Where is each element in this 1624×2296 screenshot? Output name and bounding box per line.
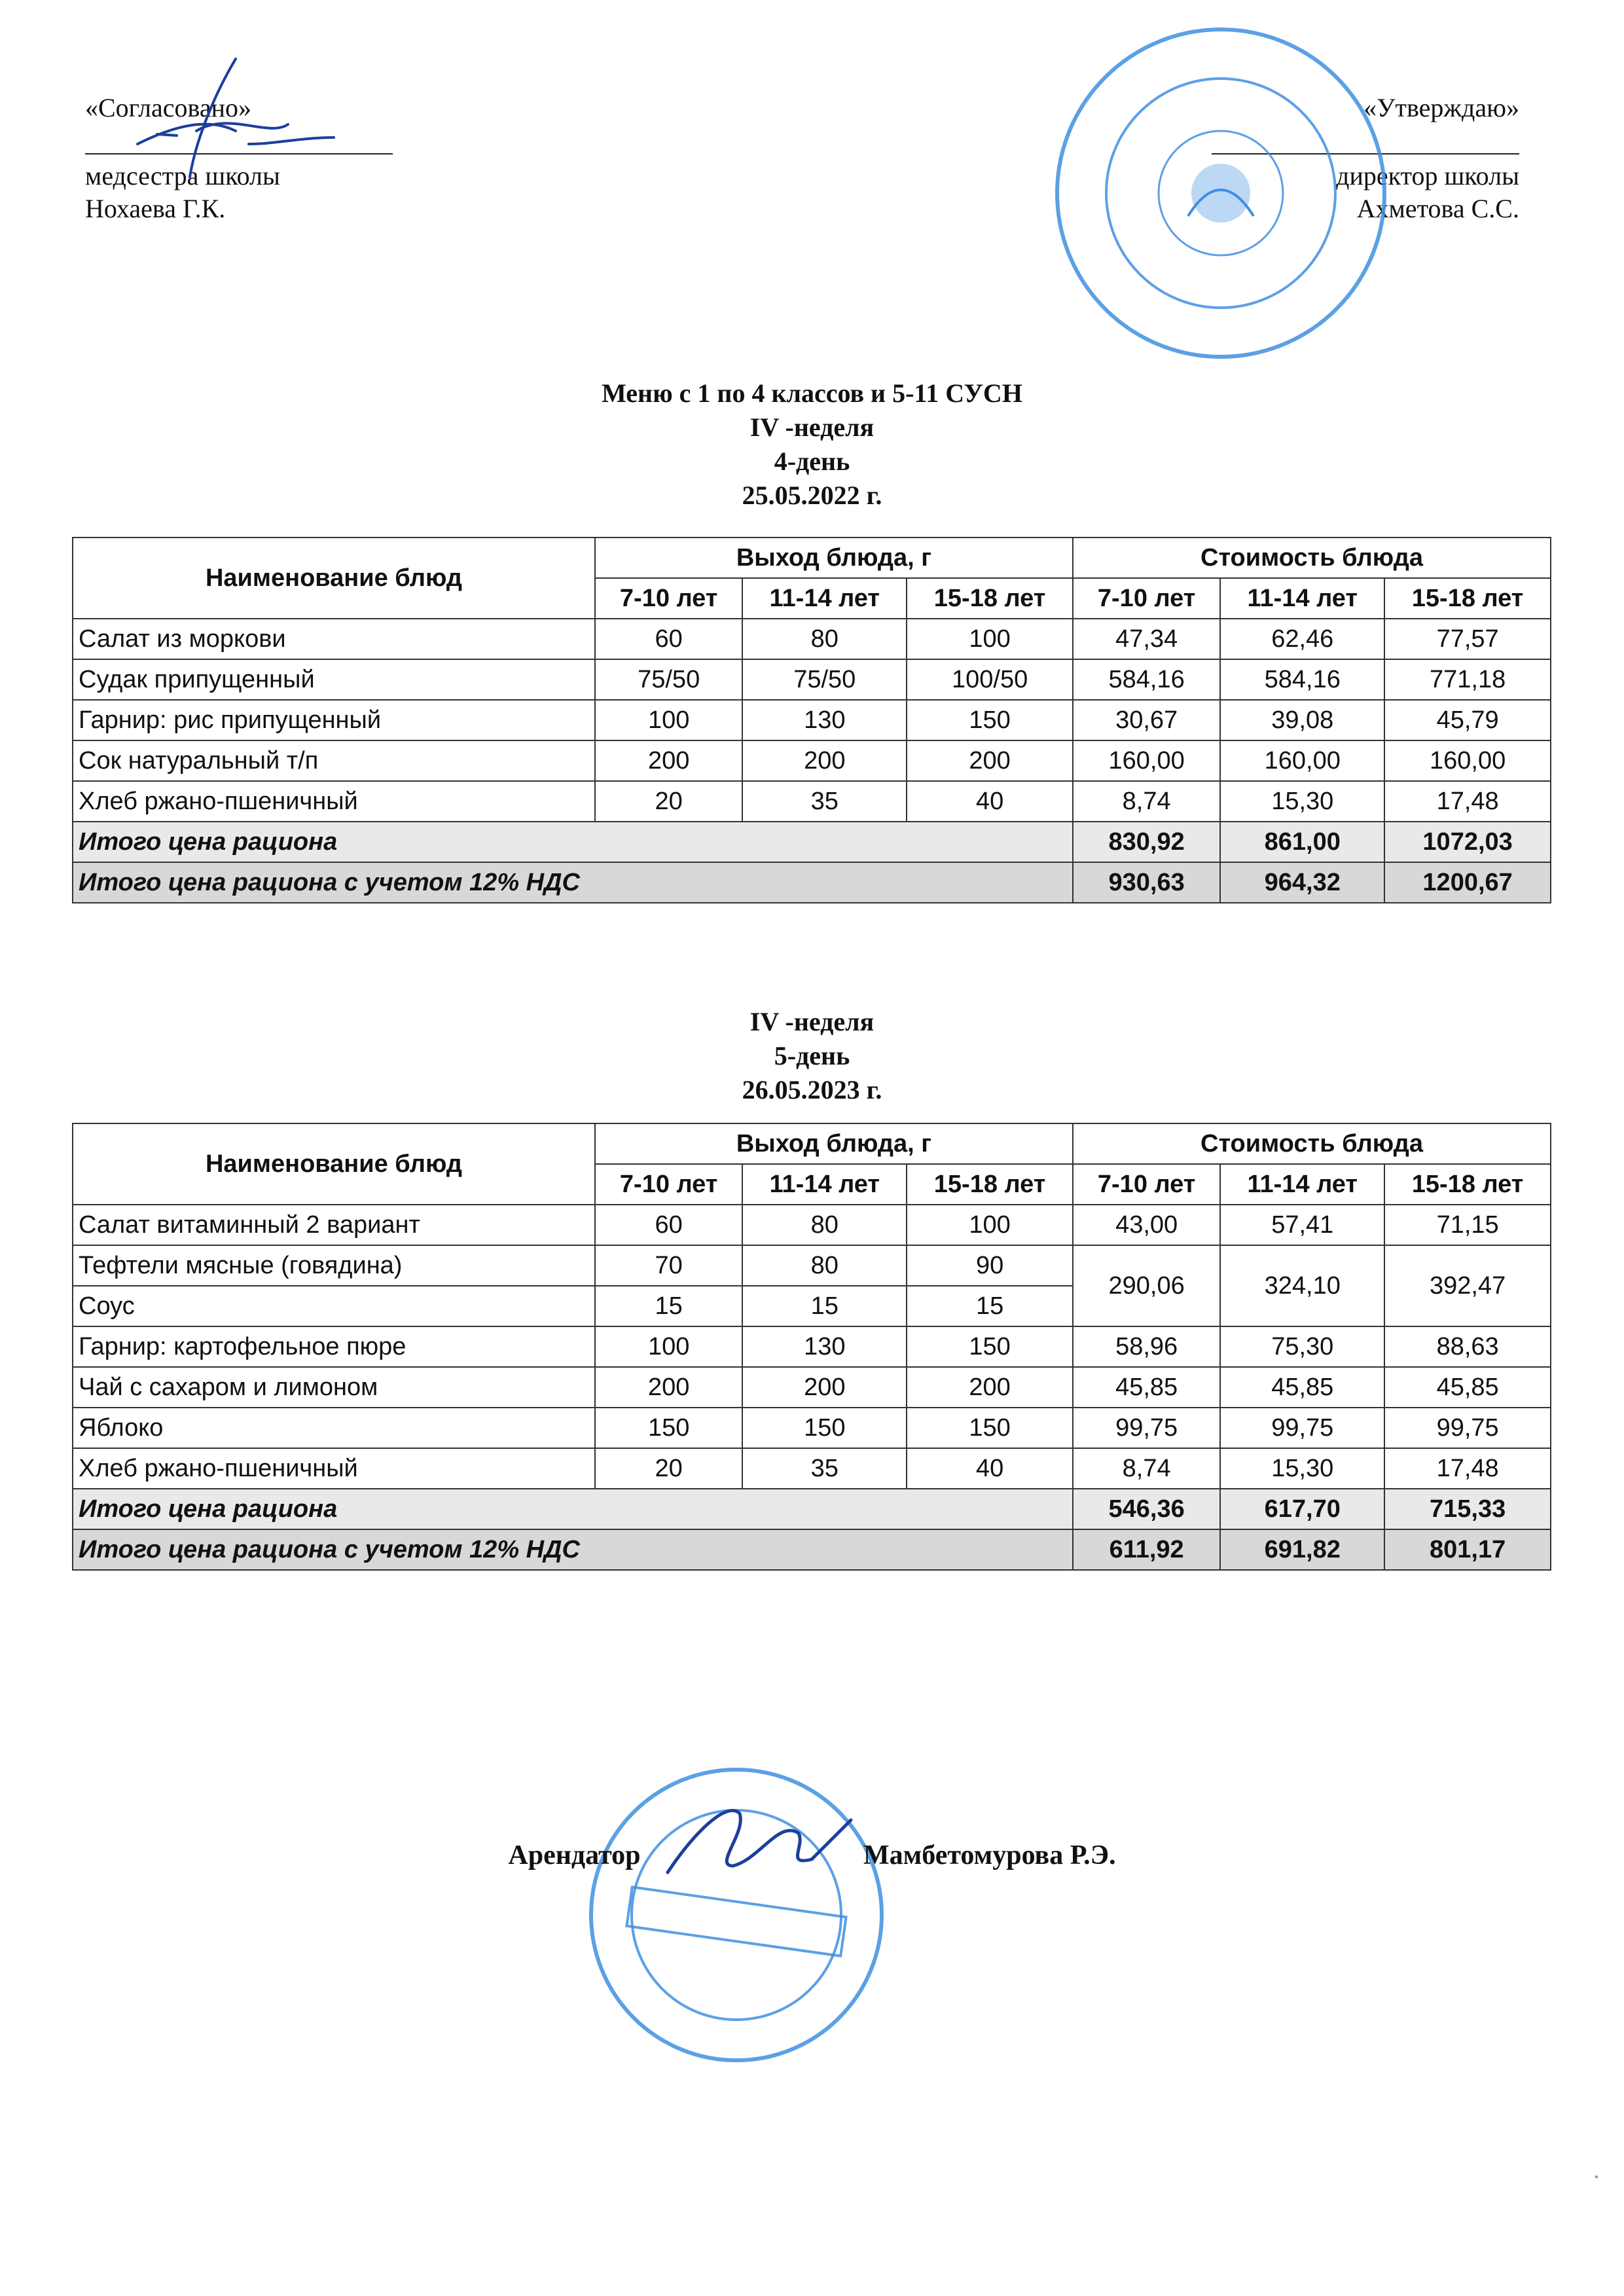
col-header-output: Выход блюда, г [595, 538, 1073, 578]
cell: 15,30 [1220, 1448, 1384, 1489]
cell: 8,74 [1073, 1448, 1220, 1489]
agreed-position: медсестра школы [85, 161, 280, 191]
total-vat-value: 964,32 [1220, 862, 1384, 903]
dish-name: Тефтели мясные (говядина) [73, 1245, 595, 1286]
cell: 200 [742, 1367, 907, 1408]
footer-role: Арендатор [508, 1840, 641, 1870]
dish-name: Салат из моркови [73, 619, 595, 659]
cell: 43,00 [1073, 1205, 1220, 1245]
cell: 60 [595, 1205, 742, 1245]
cell: 15 [742, 1286, 907, 1326]
merged-cost-cell: 290,06 [1073, 1245, 1220, 1326]
cell: 160,00 [1384, 740, 1551, 781]
cell: 40 [907, 1448, 1073, 1489]
table-row [73, 1408, 1551, 1448]
dish-name: Гарнир: рис припущенный [73, 700, 595, 740]
cell: 20 [595, 1448, 742, 1489]
cell: 99,75 [1384, 1408, 1551, 1448]
footer-name: Мамбетомурова Р.Э. [863, 1840, 1116, 1870]
age-header: 11-14 лет [742, 578, 907, 619]
cell: 60 [595, 619, 742, 659]
school-stamp [1047, 20, 1394, 367]
cell: 57,41 [1220, 1205, 1384, 1245]
cell: 71,15 [1384, 1205, 1551, 1245]
cell: 62,46 [1220, 619, 1384, 659]
cell: 8,74 [1073, 781, 1220, 822]
age-header: 7-10 лет [595, 1164, 742, 1205]
cell: 88,63 [1384, 1326, 1551, 1367]
table-row [73, 1367, 1551, 1408]
table-row [73, 1205, 1551, 1245]
total-vat-value: 1200,67 [1384, 862, 1551, 903]
cell: 45,85 [1220, 1367, 1384, 1408]
week-label: IV -неделя [749, 412, 875, 442]
total-vat-value: 691,82 [1220, 1529, 1384, 1570]
signature-left [118, 46, 353, 183]
cell: 771,18 [1384, 659, 1551, 700]
menu-title: Меню с 1 по 4 классов и 5-11 СУСН [602, 378, 1022, 408]
cell: 130 [742, 700, 907, 740]
col-header-name: Наименование блюд [73, 1123, 595, 1205]
cell: 77,57 [1384, 619, 1551, 659]
dish-name: Хлеб ржано-пшеничный [73, 781, 595, 822]
merged-cost-cell: 324,10 [1220, 1245, 1384, 1326]
cell: 45,85 [1384, 1367, 1551, 1408]
dish-name: Судак припущенный [73, 659, 595, 700]
total-label: Итого цена рациона [73, 822, 1073, 862]
cell: 100 [595, 700, 742, 740]
total-value: 1072,03 [1384, 822, 1551, 862]
total-value: 546,36 [1073, 1489, 1220, 1529]
age-header: 11-14 лет [742, 1164, 907, 1205]
col-header-output: Выход блюда, г [595, 1123, 1073, 1164]
date-label: 26.05.2023 г. [742, 1075, 882, 1104]
dish-name: Соус [73, 1286, 595, 1326]
age-header: 7-10 лет [1073, 578, 1220, 619]
cell: 80 [742, 1245, 907, 1286]
cell: 45,85 [1073, 1367, 1220, 1408]
total-vat-row [73, 1529, 1551, 1570]
menu-table-day5 [72, 1123, 1551, 1571]
cell: 200 [907, 740, 1073, 781]
agreed-label: «Согласовано» [85, 93, 252, 122]
day-label: 4-день [774, 446, 850, 476]
table-row [73, 1448, 1551, 1489]
cell: 160,00 [1073, 740, 1220, 781]
cell: 17,48 [1384, 1448, 1551, 1489]
approve-position: директор школы [1336, 161, 1519, 191]
cell: 584,16 [1220, 659, 1384, 700]
menu2-title-block [0, 1005, 1624, 1107]
day-label: 5-день [774, 1041, 850, 1070]
cell: 30,67 [1073, 700, 1220, 740]
col-header-cost: Стоимость блюда [1073, 1123, 1551, 1164]
total-label: Итого цена рациона [73, 1489, 1073, 1529]
cell: 100 [595, 1326, 742, 1367]
week-label: IV -неделя [749, 1007, 875, 1036]
cell: 58,96 [1073, 1326, 1220, 1367]
total-row [73, 822, 1551, 862]
menu-table-day4 [72, 537, 1551, 903]
cell: 15 [595, 1286, 742, 1326]
cell: 40 [907, 781, 1073, 822]
total-vat-label: Итого цена рациона с учетом 12% НДС [73, 1529, 1073, 1570]
approve-name: Ахметова С.С. [1356, 194, 1519, 223]
table-row [73, 700, 1551, 740]
cell: 150 [907, 1326, 1073, 1367]
age-header: 7-10 лет [1073, 1164, 1220, 1205]
cell: 80 [742, 619, 907, 659]
dish-name: Хлеб ржано-пшеничный [73, 1448, 595, 1489]
table-row [73, 619, 1551, 659]
cell: 584,16 [1073, 659, 1220, 700]
cell: 100/50 [907, 659, 1073, 700]
total-value: 715,33 [1384, 1489, 1551, 1529]
total-vat-value: 611,92 [1073, 1529, 1220, 1570]
age-header: 11-14 лет [1220, 1164, 1384, 1205]
table-row [73, 1245, 1551, 1286]
cell: 150 [907, 1408, 1073, 1448]
cell: 17,48 [1384, 781, 1551, 822]
total-row [73, 1489, 1551, 1529]
table-row [73, 781, 1551, 822]
cell: 150 [742, 1408, 907, 1448]
col-header-name: Наименование блюд [73, 538, 595, 619]
table-row [73, 659, 1551, 700]
total-vat-value: 801,17 [1384, 1529, 1551, 1570]
cell: 99,75 [1220, 1408, 1384, 1448]
age-header: 11-14 лет [1220, 578, 1384, 619]
age-header: 15-18 лет [907, 578, 1073, 619]
total-value: 617,70 [1220, 1489, 1384, 1529]
cell: 70 [595, 1245, 742, 1286]
cell: 150 [907, 700, 1073, 740]
cell: 35 [742, 1448, 907, 1489]
agreed-name: Нохаева Г.К. [85, 194, 226, 223]
cell: 200 [742, 740, 907, 781]
page-mark [1595, 2176, 1598, 2178]
col-header-cost: Стоимость блюда [1073, 538, 1551, 578]
cell: 130 [742, 1326, 907, 1367]
total-vat-value: 930,63 [1073, 862, 1220, 903]
cell: 75,30 [1220, 1326, 1384, 1367]
table-row [73, 1326, 1551, 1367]
cell: 39,08 [1220, 700, 1384, 740]
cell: 15,30 [1220, 781, 1384, 822]
cell: 15 [907, 1286, 1073, 1326]
dish-name: Чай с сахаром и лимоном [73, 1367, 595, 1408]
cell: 150 [595, 1408, 742, 1448]
age-header: 15-18 лет [1384, 578, 1551, 619]
cell: 200 [907, 1367, 1073, 1408]
total-vat-label: Итого цена рациона с учетом 12% НДС [73, 862, 1073, 903]
total-vat-row [73, 862, 1551, 903]
cell: 100 [907, 619, 1073, 659]
age-header: 15-18 лет [907, 1164, 1073, 1205]
dish-name: Салат витаминный 2 вариант [73, 1205, 595, 1245]
total-value: 861,00 [1220, 822, 1384, 862]
cell: 99,75 [1073, 1408, 1220, 1448]
table-row [73, 740, 1551, 781]
footer-signatory [0, 1840, 1624, 1871]
menu1-title-block [0, 376, 1624, 513]
cell: 200 [595, 1367, 742, 1408]
approve-label: «Утверждаю» [1363, 93, 1519, 122]
dish-name: Гарнир: картофельное пюре [73, 1326, 595, 1367]
cell: 20 [595, 781, 742, 822]
cell: 80 [742, 1205, 907, 1245]
cell: 90 [907, 1245, 1073, 1286]
age-header: 7-10 лет [595, 578, 742, 619]
date-label: 25.05.2022 г. [742, 481, 882, 510]
cell: 75/50 [742, 659, 907, 700]
merged-cost-cell: 392,47 [1384, 1245, 1551, 1326]
cell: 35 [742, 781, 907, 822]
total-value: 830,92 [1073, 822, 1220, 862]
cell: 160,00 [1220, 740, 1384, 781]
cell: 100 [907, 1205, 1073, 1245]
cell: 200 [595, 740, 742, 781]
cell: 45,79 [1384, 700, 1551, 740]
dish-name: Сок натуральный т/п [73, 740, 595, 781]
dish-name: Яблоко [73, 1408, 595, 1448]
cell: 47,34 [1073, 619, 1220, 659]
cell: 75/50 [595, 659, 742, 700]
age-header: 15-18 лет [1384, 1164, 1551, 1205]
